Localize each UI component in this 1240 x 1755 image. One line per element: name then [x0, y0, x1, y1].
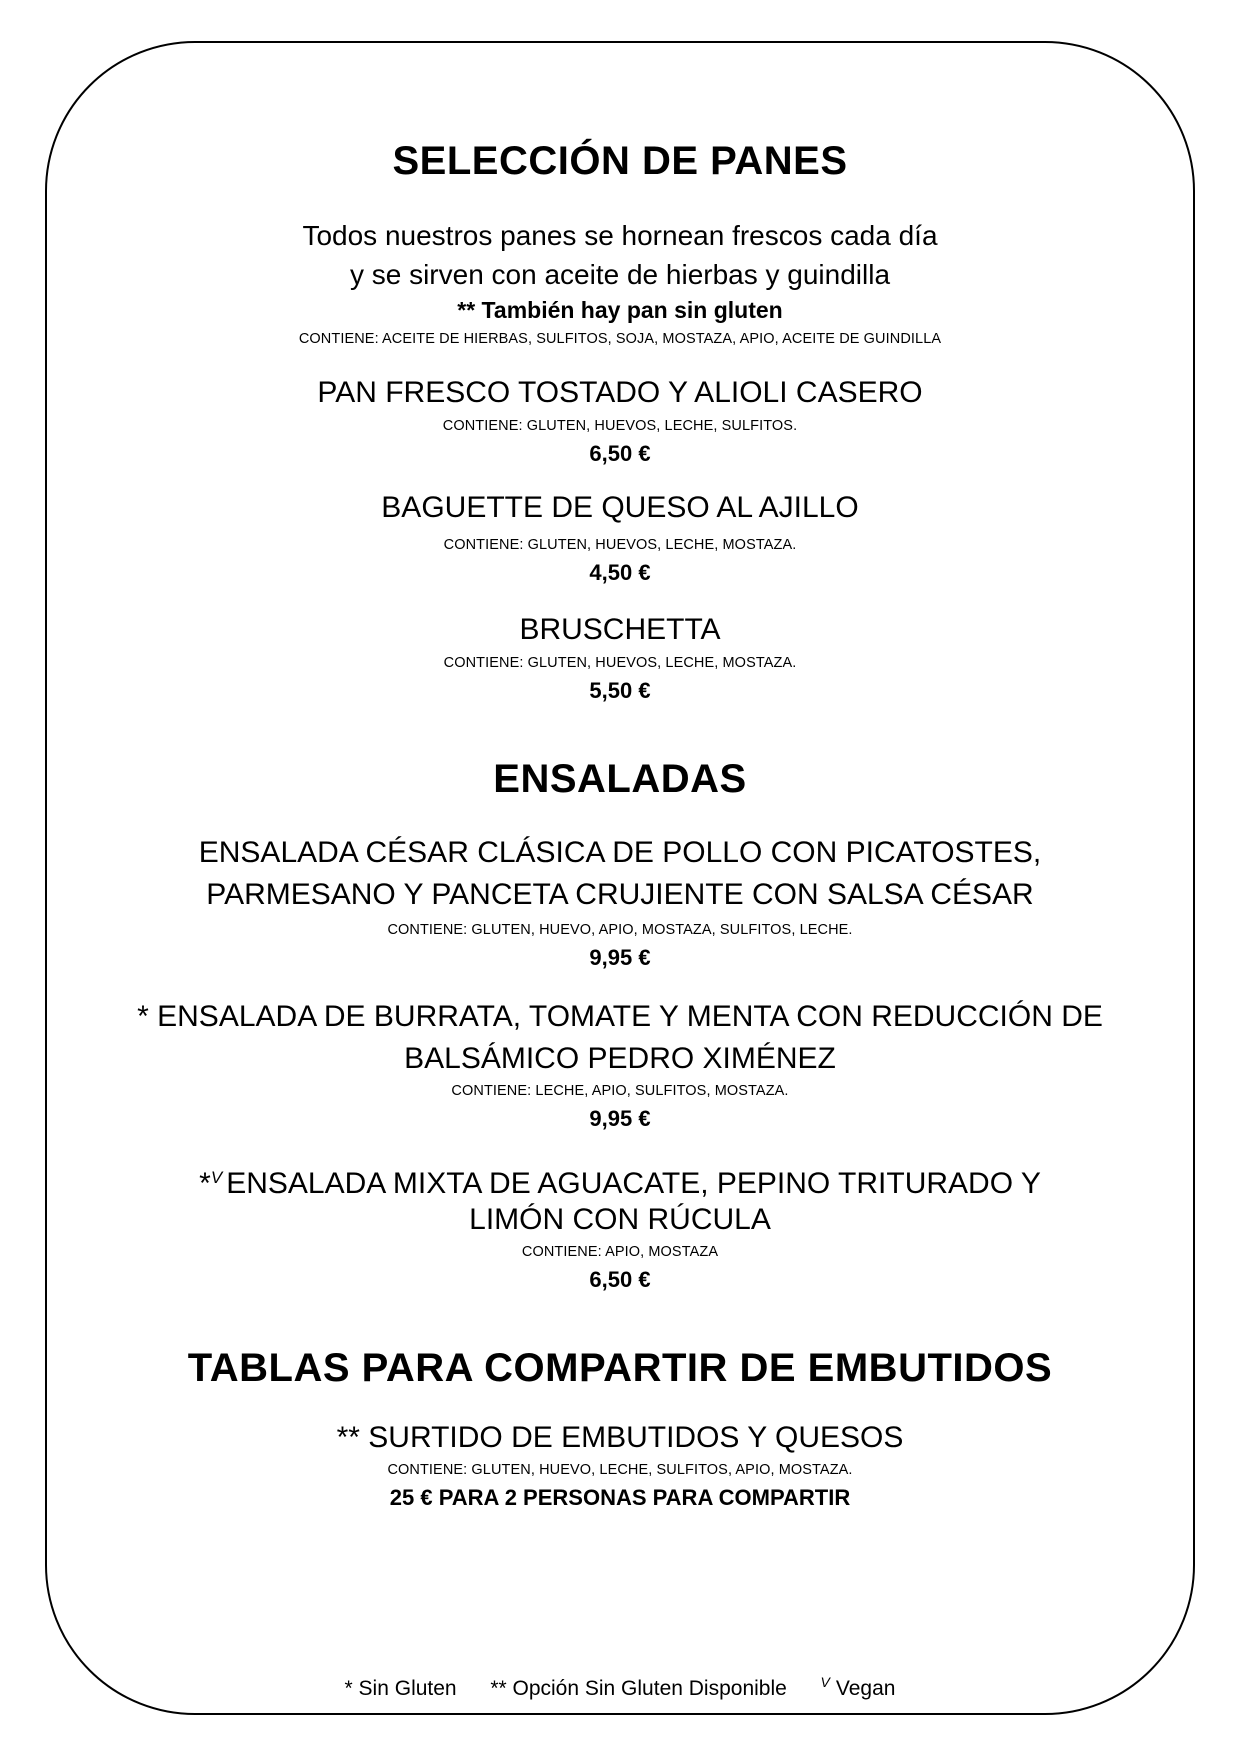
salad-item-allergens: CONTIENE: LECHE, APIO, SULFITOS, MOSTAZA. — [451, 1083, 789, 1099]
salad-item-name-line-2: PARMESANO Y PANCETA CRUJIENTE CON SALSA CÉSAR — [206, 878, 1034, 911]
bread-item-name: BAGUETTE DE QUESO AL AJILLO — [381, 491, 859, 524]
gluten-free-bread-note: ** También hay pan sin gluten — [457, 297, 783, 323]
legend-footer — [0, 1668, 1240, 1703]
bread-item-allergens: CONTIENE: GLUTEN, HUEVOS, LECHE, SULFITOS. — [442, 418, 798, 434]
salad-item-name-line-2: LIMÓN CON RÚCULA — [469, 1203, 771, 1236]
bread-item-price: 6,50 € — [589, 441, 651, 466]
breads-intro-allergens: CONTIENE: ACEITE DE HIERBAS, SULFITOS, SOJA, MOSTAZA, APIO, ACEITE DE GUINDILLA — [298, 331, 942, 347]
breads-intro-line-2: y se sirven con aceite de hierbas y guindilla — [349, 259, 891, 290]
legend-vegan: Vegan — [835, 1677, 896, 1700]
board-item-price: 25 € PARA 2 PERSONAS PARA COMPARTIR — [389, 1485, 851, 1510]
salad-item-price: 9,95 € — [589, 1106, 651, 1131]
legend-gluten-free: * Sin Gluten — [344, 1677, 457, 1700]
salad-item-price: 6,50 € — [589, 1267, 651, 1292]
salad-item-name-text: ENSALADA MIXTA DE AGUACATE, PEPINO TRITURADO Y — [226, 1167, 1041, 1200]
bread-item-price: 4,50 € — [589, 560, 651, 585]
legend-vegan-marker: V — [820, 1674, 830, 1690]
gluten-free-marker: * — [199, 1167, 211, 1200]
salad-item-name-line-1: * ENSALADA DE BURRATA, TOMATE Y MENTA CON REDUCCIÓN DE — [137, 1000, 1103, 1033]
salad-item-allergens: CONTIENE: APIO, MOSTAZA — [521, 1244, 719, 1260]
bread-item-name: BRUSCHETTA — [519, 613, 721, 646]
bread-item-allergens: CONTIENE: GLUTEN, HUEVOS, LECHE, MOSTAZA. — [443, 655, 797, 671]
breads-intro-line-1: Todos nuestros panes se hornean frescos cada día — [302, 220, 938, 251]
salad-item-price: 9,95 € — [589, 945, 651, 970]
bread-item-price: 5,50 € — [589, 678, 651, 703]
vegan-marker: V — [210, 1168, 223, 1187]
board-item-name: ** SURTIDO DE EMBUTIDOS Y QUESOS — [336, 1421, 904, 1454]
section-title-breads: SELECCIÓN DE PANES — [392, 139, 848, 183]
section-title-boards: TABLAS PARA COMPARTIR DE EMBUTIDOS — [187, 1346, 1053, 1390]
salad-item-name-line-1: ENSALADA CÉSAR CLÁSICA DE POLLO CON PICATOSTES, — [198, 836, 1042, 869]
board-item-allergens: CONTIENE: GLUTEN, HUEVO, LECHE, SULFITOS, APIO, MOSTAZA. — [387, 1462, 853, 1478]
section-title-salads: ENSALADAS — [493, 757, 747, 801]
bread-item-name: PAN FRESCO TOSTADO Y ALIOLI CASERO — [317, 376, 923, 409]
bread-item-allergens: CONTIENE: GLUTEN, HUEVOS, LECHE, MOSTAZA. — [443, 537, 797, 553]
salad-item-name-line-1 — [0, 1158, 1240, 1204]
salad-item-allergens: CONTIENE: GLUTEN, HUEVO, APIO, MOSTAZA, SULFITOS, LECHE. — [387, 922, 853, 938]
salad-item-name-line-2: BALSÁMICO PEDRO XIMÉNEZ — [404, 1042, 836, 1075]
legend-gluten-free-option: ** Opción Sin Gluten Disponible — [490, 1677, 787, 1700]
